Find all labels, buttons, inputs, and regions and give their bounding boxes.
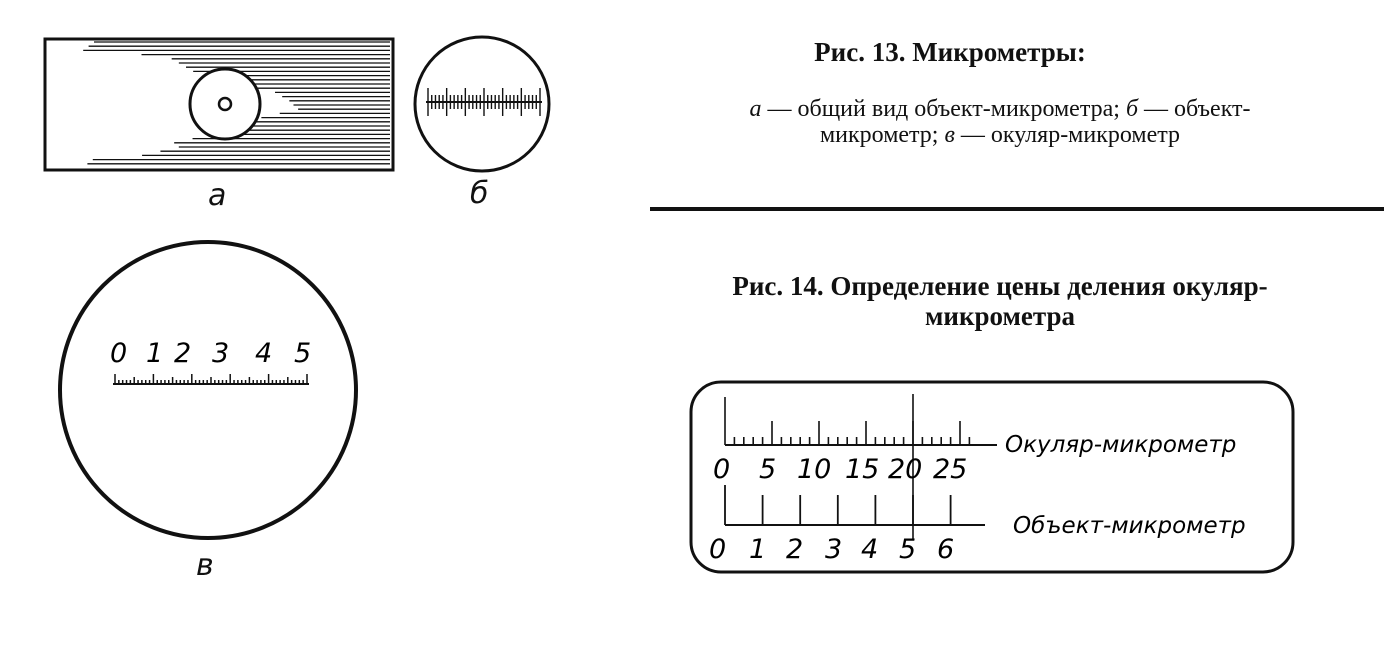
object-scale-number: 2 xyxy=(786,534,804,565)
panel-a-label: а xyxy=(208,178,227,213)
fig13-title: Рис. 13. Микрометры: xyxy=(814,37,1086,67)
ocular-scale-number: 15 xyxy=(845,454,880,485)
fig13-desc-text-v: — окуляр-микрометр xyxy=(954,122,1181,149)
object-scale-number: 1 xyxy=(749,534,767,565)
eyepiece-scale-number: 4 xyxy=(255,338,273,369)
ocular-scale-number: 0 xyxy=(713,454,731,485)
fig13-desc-text-b: — объект- xyxy=(1138,96,1251,122)
fig13-desc-letter-b: б xyxy=(1125,96,1139,122)
object-micrometer-view xyxy=(408,30,558,180)
calibration-frame xyxy=(691,382,1293,572)
fig13-desc-letter-a: а xyxy=(749,96,762,122)
slide-center-dot xyxy=(219,98,231,110)
fig13-description-line2 xyxy=(640,122,1360,148)
object-scale-number: 5 xyxy=(899,534,917,565)
fig13-desc-text-a: — общий вид объект-микрометра; xyxy=(761,96,1126,122)
object-scale-number: 0 xyxy=(709,534,727,565)
object-scale-number: 4 xyxy=(861,534,879,565)
fig14-title-line2: микрометра xyxy=(925,300,1075,331)
object-micrometer-label: Объект-микрометр xyxy=(1013,513,1246,539)
eyepiece-scale-number: 3 xyxy=(212,338,230,369)
eyepiece-scale-number: 2 xyxy=(174,338,192,369)
fig14-title-line1: Рис. 14. Определение цены деления окуляр- xyxy=(732,271,1268,301)
fig14-title xyxy=(640,272,1360,331)
panel-b-label: б xyxy=(470,176,489,211)
fig13-desc-letter-v: в xyxy=(944,122,955,149)
fig13-description-line1 xyxy=(640,96,1360,122)
eyepiece-scale-number: 0 xyxy=(110,338,128,369)
fig13-desc-line2-text: микрометр; xyxy=(819,122,945,149)
calibration-diagram xyxy=(685,378,1299,576)
eyepiece-scale-number: 1 xyxy=(146,338,164,369)
ocular-scale-number: 25 xyxy=(933,454,968,485)
eyepiece-micrometer-view xyxy=(50,234,370,554)
object-scale-number: 3 xyxy=(825,534,843,565)
eyepiece-scale-number: 5 xyxy=(294,338,312,369)
panel-v-label: в xyxy=(196,548,214,583)
ocular-scale-number: 20 xyxy=(888,454,923,485)
fig13-description xyxy=(640,96,1360,149)
ocular-scale-number: 10 xyxy=(797,454,832,485)
object-micrometer-slide xyxy=(40,34,400,176)
section-divider xyxy=(650,207,1384,211)
ocular-micrometer-label: Окуляр-микрометр xyxy=(1005,432,1237,458)
ocular-scale-number: 5 xyxy=(759,454,777,485)
object-scale-number: 6 xyxy=(937,534,955,565)
